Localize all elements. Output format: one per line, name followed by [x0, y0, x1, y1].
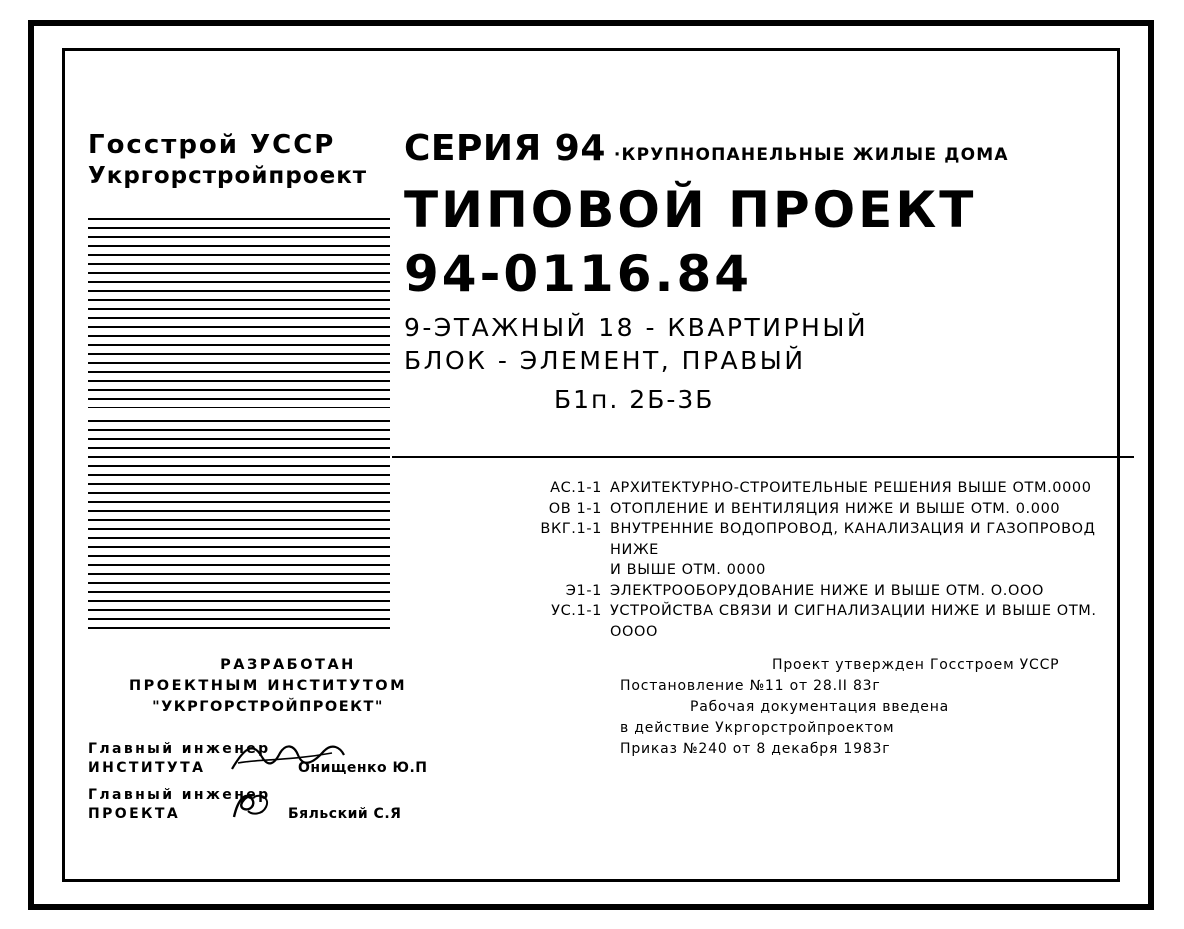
hatch-pattern-upper [88, 218, 390, 408]
section-row [520, 478, 1134, 499]
section-code: ОВ 1-1 [548, 500, 602, 517]
document-type-label: ТИПОВОЙ ПРОЕКТ [404, 181, 977, 239]
developer-line-2: ПРОЕКТНЫМ ИНСТИТУТОМ [128, 678, 408, 695]
title-block [404, 128, 1104, 414]
description-line-2: БЛОК - ЭЛЕМЕНТ, ПРАВЫЙ [404, 346, 806, 375]
section-code: ВКГ.1-1 [540, 521, 602, 538]
sections-list [520, 478, 1134, 643]
description-line-1: 9-ЭТАЖНЫЙ 18 - КВАРТИРНЫЙ [404, 313, 869, 342]
series-suffix-label: ·КРУПНОПАНЕЛЬНЫЕ ЖИЛЫЕ ДОМА [613, 145, 1009, 165]
signature-role-line-1: Главный инженер [88, 741, 271, 757]
signature-name: Онищенко Ю.П [298, 760, 428, 776]
developer-line-1: РАЗРАБОТАН [220, 657, 356, 673]
organization-name [88, 130, 388, 190]
section-code: АС.1-1 [550, 480, 602, 496]
series-label: СЕРИЯ 94 [404, 128, 606, 169]
signature-role-line-1: Главный инженер [88, 787, 271, 803]
developer-block [88, 655, 448, 718]
horizontal-divider [392, 456, 1134, 458]
section-row [520, 499, 1134, 520]
signature-role-line-2: ПРОЕКТА [88, 806, 181, 822]
section-text: АРХИТЕКТУРНО-СТРОИТЕЛЬНЫЕ РЕШЕНИЯ ВЫШЕ ОТМ.0000 [610, 480, 1092, 496]
series-row [404, 128, 1104, 169]
block-name-label: Б1п. 2Б-3Б [554, 385, 715, 414]
signature-role-line-2: ИНСТИТУТА [88, 760, 206, 776]
approval-block [620, 655, 1120, 760]
signature-row [88, 786, 488, 805]
section-text: ОТОПЛЕНИЕ И ВЕНТИЛЯЦИЯ НИЖЕ И ВЫШЕ ОТМ. 0.000 [610, 500, 1061, 517]
section-text: ВНУТРЕННИЕ ВОДОПРОВОД, КАНАЛИЗАЦИЯ И ГАЗОПРОВОД НИЖЕ [610, 521, 1096, 558]
approval-line-1: Проект утвержден Госстроем УССР [772, 657, 1060, 673]
section-row [520, 519, 1134, 560]
project-number-label: 94-0116.84 [404, 245, 753, 303]
developer-line-3: "УКРГОРСТРОЙПРОЕКТ" [152, 699, 384, 716]
organization-line-2: Укргорстройпроект [88, 162, 368, 189]
section-row [520, 601, 1134, 622]
organization-line-1: Госстрой УССР [88, 130, 336, 160]
signature-block [88, 740, 488, 824]
approval-line-2: Постановление №11 от 28.II 83г [620, 678, 881, 694]
signature-row [88, 805, 488, 824]
signature-row [88, 740, 488, 759]
section-text: ЭЛЕКТРООБОРУДОВАНИЕ НИЖЕ И ВЫШЕ ОТМ. О.ООО [610, 582, 1045, 599]
approval-line-4: в действие Укргорстройпроектом [620, 720, 895, 736]
organization-block [88, 130, 388, 190]
section-row [520, 581, 1134, 602]
section-text: УСТРОЙСТВА СВЯЗИ И СИГНАЛИЗАЦИИ НИЖЕ И ВЫШЕ ОТМ. [610, 603, 1097, 620]
section-text-continuation: И ВЫШЕ ОТМ. 0000 [610, 562, 766, 579]
section-code: УС.1-1 [551, 603, 602, 620]
section-code: Э1-1 [565, 582, 602, 599]
signature-row [88, 759, 488, 778]
approval-line-3: Рабочая документация введена [690, 699, 950, 715]
section-text-continuation: ОООО [610, 624, 659, 641]
hatch-pattern-lower [88, 420, 390, 635]
approval-line-5: Приказ №240 от 8 декабря 1983г [620, 741, 891, 757]
signature-name: Бяльский С.Я [288, 806, 402, 822]
